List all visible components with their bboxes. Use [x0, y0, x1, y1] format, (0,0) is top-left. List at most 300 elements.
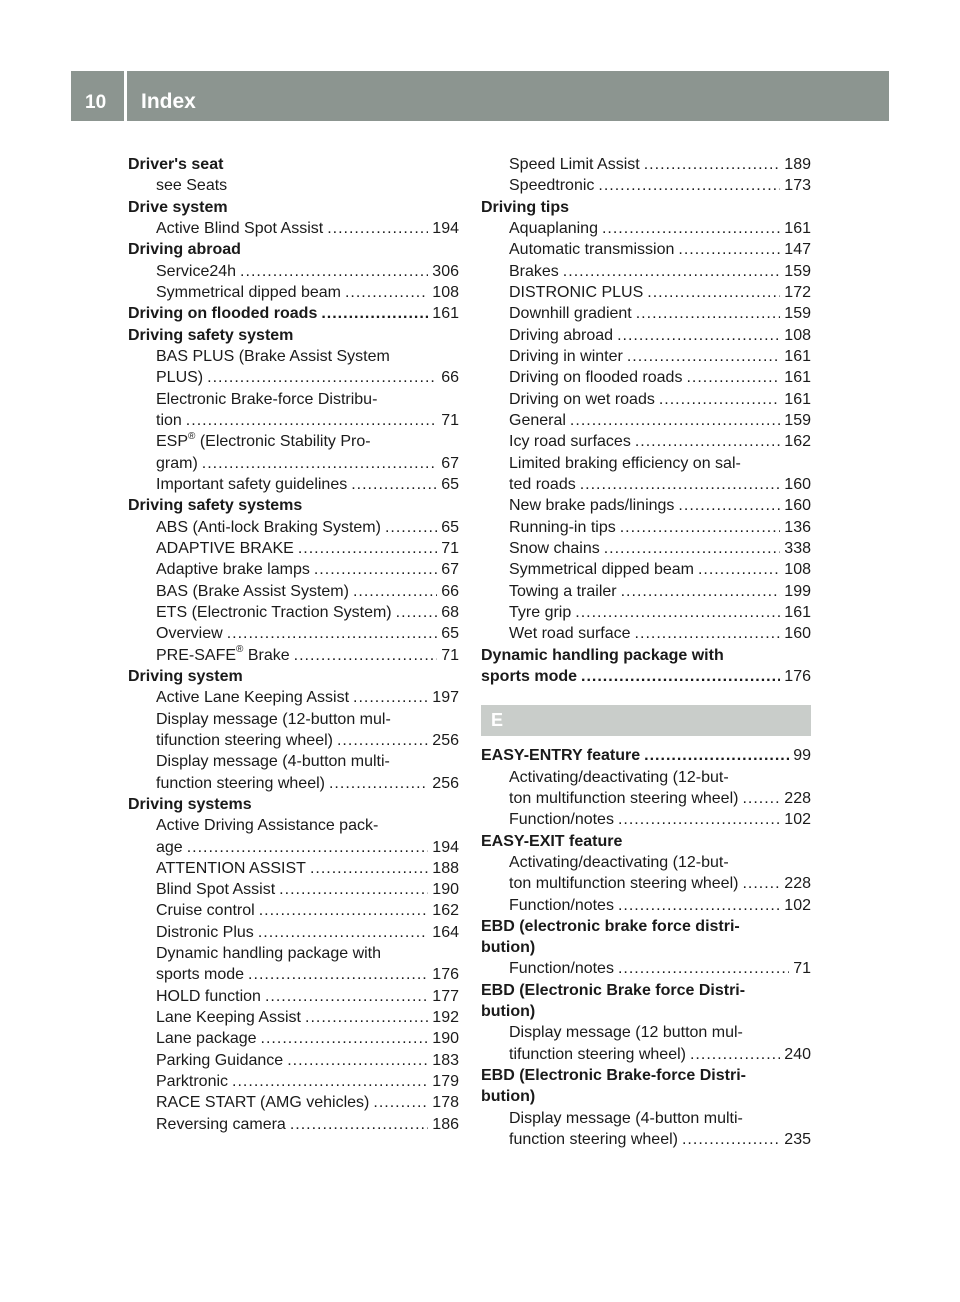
leader-dots	[620, 517, 781, 538]
index-heading	[481, 1065, 811, 1086]
index-subentry	[128, 218, 459, 239]
page-reference: 176	[432, 966, 459, 984]
entry-text: age	[156, 838, 183, 856]
index-section-letter: E	[481, 705, 811, 736]
leader-dots	[240, 261, 428, 282]
entry-text: Reversing camera	[156, 1115, 286, 1133]
entry-text: Lane Keeping Assist	[156, 1009, 301, 1027]
leader-dots	[232, 1071, 428, 1092]
leader-dots	[742, 788, 780, 809]
entry-text: Tyre grip	[509, 603, 572, 621]
entry-text: Activating/deactivating (12-but-	[509, 768, 729, 786]
entry-text: Driving tips	[481, 198, 570, 216]
entry-text: Function/notes	[509, 960, 614, 978]
index-subentry	[128, 687, 459, 708]
page-reference: 188	[432, 859, 459, 877]
entry-text: ESP® (Electronic Stability Pro-	[156, 430, 371, 451]
entry-text: Overview	[156, 625, 223, 643]
entry-text: General	[509, 411, 566, 429]
index-subentry	[481, 431, 811, 452]
entry-text: Display message (12-button mul-	[156, 710, 391, 728]
index-heading	[481, 745, 811, 766]
leader-dots	[329, 773, 428, 794]
index-heading	[481, 916, 811, 937]
leader-dots	[337, 730, 428, 751]
index-subentry	[481, 958, 811, 979]
entry-text: Adaptive brake lamps	[156, 561, 310, 579]
index-heading	[481, 645, 811, 666]
entry-text: function steering wheel)	[509, 1131, 678, 1149]
page-reference: 108	[432, 283, 459, 301]
index-subentry	[128, 858, 459, 879]
page-reference: 65	[441, 475, 459, 493]
entry-text: Symmetrical dipped beam	[509, 561, 694, 579]
index-subentry	[481, 218, 811, 239]
entry-text: Active Lane Keeping Assist	[156, 689, 350, 707]
index-subentry	[481, 410, 811, 431]
entry-text: Driving in winter	[509, 347, 623, 365]
entry-text: Distronic Plus	[156, 923, 254, 941]
entry-text: EBD (electronic brake force distri-	[481, 917, 740, 935]
leader-dots	[678, 239, 780, 260]
entry-text: tifunction steering wheel)	[509, 1045, 686, 1063]
index-subentry	[481, 239, 811, 260]
index-subentry	[128, 1050, 459, 1071]
index-subentry	[128, 431, 459, 452]
entry-text: Driving safety system	[128, 326, 294, 344]
entry-text: Parktronic	[156, 1073, 229, 1091]
leader-dots	[290, 1114, 428, 1135]
entry-text: EBD (Electronic Brake-force Distri-	[481, 1067, 746, 1085]
leader-dots	[298, 538, 437, 559]
entry-text: HOLD function	[156, 987, 261, 1005]
index-subentry	[481, 559, 811, 580]
index-subentry	[481, 852, 811, 873]
entry-text: Driving systems	[128, 795, 252, 813]
page-reference: 66	[441, 582, 459, 600]
index-heading	[481, 1001, 811, 1022]
leader-dots	[604, 538, 781, 559]
entry-text: sports mode	[481, 667, 578, 685]
leader-dots	[617, 325, 780, 346]
page-reference: 161	[432, 305, 459, 323]
page-reference: 189	[784, 156, 811, 173]
index-subentry	[128, 389, 459, 410]
entry-text: gram)	[156, 454, 198, 472]
index-subentry	[481, 538, 811, 559]
page-reference: 256	[432, 774, 459, 792]
leader-dots	[682, 1129, 780, 1150]
index-subentry	[128, 581, 459, 602]
index-subentry	[481, 1044, 811, 1065]
entry-text: Active Blind Spot Assist	[156, 219, 324, 237]
entry-text: Speed Limit Assist	[509, 156, 640, 173]
entry-text: ton multifunction steering wheel)	[509, 789, 739, 807]
index-heading	[128, 794, 459, 815]
index-subentry	[128, 964, 459, 985]
entry-text: Driving on flooded roads	[509, 369, 683, 387]
leader-dots	[659, 389, 780, 410]
page-reference: 71	[793, 960, 811, 978]
page-reference: 338	[784, 539, 811, 557]
entry-text: Driving on wet roads	[509, 390, 655, 408]
entry-text: Icy road surfaces	[509, 433, 631, 451]
index-subentry	[128, 1092, 459, 1113]
leader-dots	[353, 687, 428, 708]
index-subentry	[481, 1108, 811, 1129]
page-reference: 161	[784, 219, 811, 237]
index-subentry	[128, 282, 459, 303]
index-subentry	[481, 175, 811, 196]
entry-text: Parking Guidance	[156, 1051, 284, 1069]
index-heading	[128, 666, 459, 687]
page-reference: 67	[441, 561, 459, 579]
page-reference: 159	[784, 262, 811, 280]
page-reference: 256	[432, 731, 459, 749]
page-reference: 68	[441, 603, 459, 621]
index-subentry	[481, 346, 811, 367]
entry-text: ADAPTIVE BRAKE	[156, 539, 294, 557]
entry-text: ted roads	[509, 475, 576, 493]
index-heading	[128, 154, 459, 175]
index-heading	[481, 666, 811, 687]
entry-text: Cruise control	[156, 902, 255, 920]
leader-dots	[635, 431, 780, 452]
entry-text: ABS (Anti-lock Braking System)	[156, 518, 381, 536]
index-subentry	[128, 900, 459, 921]
index-subentry	[128, 1007, 459, 1028]
entry-text: Limited braking efficiency on sal-	[509, 454, 741, 472]
leader-dots	[598, 175, 780, 196]
page-reference: 179	[432, 1073, 459, 1091]
index-subentry	[128, 943, 459, 964]
index-subentry	[481, 154, 811, 175]
index-heading	[481, 1086, 811, 1107]
leader-dots	[305, 1007, 428, 1028]
index-subentry	[128, 773, 459, 794]
entry-text: sports mode	[156, 966, 245, 984]
entry-text: bution)	[481, 1003, 536, 1021]
leader-dots	[187, 837, 429, 858]
page-reference: 162	[432, 902, 459, 920]
index-subentry	[128, 1114, 459, 1135]
page-reference: 108	[784, 326, 811, 344]
index-subentry	[128, 261, 459, 282]
leader-dots	[279, 879, 428, 900]
entry-text: Driving system	[128, 667, 243, 685]
leader-dots	[621, 581, 781, 602]
entry-text: Lane package	[156, 1030, 257, 1048]
index-subentry	[128, 175, 459, 196]
page-reference: 65	[441, 625, 459, 643]
index-subentry	[128, 922, 459, 943]
entry-text: Brakes	[509, 262, 559, 280]
index-subentry	[481, 581, 811, 602]
page-reference: 66	[441, 369, 459, 387]
page-reference: 240	[784, 1045, 811, 1063]
page-reference: 177	[432, 987, 459, 1005]
index-subentry	[128, 346, 459, 367]
entry-text: Wet road surface	[509, 625, 631, 643]
header-divider	[124, 71, 127, 121]
entry-text: Electronic Brake-force Distribu-	[156, 390, 378, 408]
index-heading	[128, 197, 459, 218]
leader-dots	[351, 474, 437, 495]
page-reference: 102	[784, 811, 811, 829]
page-reference: 306	[432, 262, 459, 280]
leader-dots	[186, 410, 437, 431]
entry-text: ton multifunction steering wheel)	[509, 875, 739, 893]
entry-text: Important safety guidelines	[156, 475, 348, 493]
index-heading	[481, 980, 811, 1001]
page-reference: 161	[784, 369, 811, 387]
entry-text: Downhill gradient	[509, 305, 632, 323]
leader-dots	[287, 1050, 428, 1071]
entry-text: Activating/deactivating (12-but-	[509, 853, 729, 871]
leader-dots	[635, 623, 781, 644]
index-subentry	[128, 559, 459, 580]
index-subentry	[128, 1028, 459, 1049]
entry-text: Function/notes	[509, 896, 614, 914]
page-reference: 160	[784, 497, 811, 515]
leader-dots	[385, 517, 437, 538]
page-reference: 136	[784, 518, 811, 536]
index-subentry	[128, 986, 459, 1007]
leader-dots	[265, 986, 428, 1007]
entry-text: bution)	[481, 939, 536, 957]
page-reference: 197	[432, 689, 459, 707]
index-heading	[481, 831, 811, 852]
index-subentry	[481, 873, 811, 894]
page-reference: 161	[784, 603, 811, 621]
entry-text: Blind Spot Assist	[156, 881, 276, 899]
page-reference: 108	[784, 561, 811, 579]
index-subentry	[128, 453, 459, 474]
leader-dots	[202, 453, 437, 474]
page-reference: 71	[441, 411, 459, 429]
index-subentry	[128, 751, 459, 772]
leader-dots	[602, 218, 780, 239]
entry-text: RACE START (AMG vehicles)	[156, 1094, 370, 1112]
entry-text: Driving safety systems	[128, 497, 303, 515]
index-subentry	[128, 367, 459, 388]
index-column-left	[128, 154, 459, 1135]
leader-dots	[248, 964, 428, 985]
page-reference: 164	[432, 923, 459, 941]
leader-dots	[581, 666, 780, 687]
entry-text: New brake pads/linings	[509, 497, 675, 515]
page-reference: 172	[784, 283, 811, 301]
entry-text: function steering wheel)	[156, 774, 325, 792]
page-reference: 159	[784, 411, 811, 429]
page-reference: 71	[441, 539, 459, 557]
index-subentry	[128, 623, 459, 644]
entry-text: Automatic transmission	[509, 241, 675, 259]
index-subentry	[481, 367, 811, 388]
index-heading	[128, 325, 459, 346]
page-reference: 199	[784, 582, 811, 600]
entry-text: Display message (4-button multi-	[509, 1109, 743, 1127]
page-reference: 159	[784, 305, 811, 323]
leader-dots	[321, 303, 428, 324]
page-reference: 235	[784, 1131, 811, 1149]
page-reference: 102	[784, 896, 811, 914]
entry-text: BAS PLUS (Brake Assist System	[156, 347, 390, 365]
leader-dots	[227, 623, 438, 644]
index-subentry	[481, 261, 811, 282]
entry-text: Dynamic handling package with	[481, 646, 724, 664]
leader-dots	[353, 581, 437, 602]
index-subentry	[481, 1129, 811, 1150]
entry-text: Display message (12 button mul-	[509, 1024, 743, 1042]
index-subentry	[128, 815, 459, 836]
entry-text: Driving abroad	[509, 326, 614, 344]
page-reference: 194	[432, 219, 459, 237]
page-header-bar	[71, 71, 889, 121]
page-reference: 160	[784, 475, 811, 493]
leader-dots	[627, 346, 780, 367]
page-number: 10	[85, 92, 107, 113]
page-reference: 99	[793, 747, 811, 765]
leader-dots	[207, 367, 437, 388]
entry-text: tion	[156, 411, 182, 429]
entry-text: BAS (Brake Assist System)	[156, 582, 349, 600]
leader-dots	[618, 958, 789, 979]
page-reference: 71	[441, 646, 459, 664]
index-subentry	[481, 453, 811, 474]
leader-dots	[258, 922, 428, 943]
leader-dots	[575, 602, 780, 623]
entry-text: Dynamic handling package with	[156, 945, 382, 963]
entry-text: Service24h	[156, 262, 237, 280]
leader-dots	[314, 559, 437, 580]
leader-dots	[261, 1028, 429, 1049]
index-subentry	[128, 1071, 459, 1092]
entry-text: Aquaplaning	[509, 219, 598, 237]
page-reference: 176	[784, 667, 811, 685]
page-reference: 65	[441, 518, 459, 536]
index-subentry	[481, 389, 811, 410]
index-subentry	[481, 895, 811, 916]
leader-dots	[618, 895, 780, 916]
index-subentry	[481, 788, 811, 809]
page-reference: 228	[784, 875, 811, 893]
leader-dots	[742, 873, 780, 894]
leader-dots	[644, 745, 789, 766]
leader-dots	[345, 282, 428, 303]
entry-text: PRE-SAFE® Brake	[156, 644, 290, 664]
leader-dots	[570, 410, 780, 431]
index-subentry	[481, 767, 811, 788]
index-column-right	[481, 154, 811, 1150]
leader-dots	[690, 1044, 780, 1065]
entry-text: bution)	[481, 1088, 536, 1106]
index-subentry	[481, 325, 811, 346]
index-subentry	[481, 602, 811, 623]
index-subentry	[128, 879, 459, 900]
entry-text: Driver's seat	[128, 156, 224, 173]
index-subentry	[128, 709, 459, 730]
page-reference: 67	[441, 454, 459, 472]
page-reference: 160	[784, 625, 811, 643]
page-reference: 186	[432, 1115, 459, 1133]
entry-text: PLUS)	[156, 369, 204, 387]
index-subentry	[481, 623, 811, 644]
leader-dots	[678, 495, 780, 516]
leader-dots	[259, 900, 429, 921]
index-subentry	[128, 730, 459, 751]
index-heading	[128, 239, 459, 260]
leader-dots	[310, 858, 428, 879]
page-reference: 228	[784, 789, 811, 807]
entry-text: EASY-ENTRY feature	[481, 747, 641, 765]
index-subentry	[128, 837, 459, 858]
page-reference: 183	[432, 1051, 459, 1069]
leader-dots	[644, 154, 781, 175]
leader-dots	[373, 1092, 428, 1113]
index-subentry	[481, 1022, 811, 1043]
entry-text: Symmetrical dipped beam	[156, 283, 341, 301]
leader-dots	[327, 218, 428, 239]
entry-text: Function/notes	[509, 811, 614, 829]
page-reference: 161	[784, 347, 811, 365]
entry-text: DISTRONIC PLUS	[509, 283, 644, 301]
entry-text: Display message (4-button multi-	[156, 753, 390, 771]
page-reference: 161	[784, 390, 811, 408]
index-subentry	[128, 474, 459, 495]
entry-text: Snow chains	[509, 539, 600, 557]
entry-text: tifunction steering wheel)	[156, 731, 333, 749]
entry-text: ETS (Electronic Traction System)	[156, 603, 392, 621]
entry-text: Driving on flooded roads	[128, 305, 318, 323]
entry-text: Drive system	[128, 198, 228, 216]
index-subentry	[128, 517, 459, 538]
entry-text: ATTENTION ASSIST	[156, 859, 306, 877]
index-subentry	[128, 538, 459, 559]
index-subentry	[481, 809, 811, 830]
leader-dots	[580, 474, 781, 495]
index-subentry	[128, 602, 459, 623]
entry-text: EBD (Electronic Brake force Distri-	[481, 981, 746, 999]
index-subentry	[481, 517, 811, 538]
index-subentry	[481, 474, 811, 495]
leader-dots	[563, 261, 781, 282]
index-subentry	[481, 303, 811, 324]
entry-text: Active Driving Assistance pack-	[156, 817, 379, 835]
index-subentry	[481, 282, 811, 303]
page-reference: 190	[432, 881, 459, 899]
page-reference: 147	[784, 241, 811, 259]
page-reference: 162	[784, 433, 811, 451]
leader-dots	[686, 367, 780, 388]
index-subentry	[481, 495, 811, 516]
page-reference: 192	[432, 1009, 459, 1027]
page-reference: 194	[432, 838, 459, 856]
page-title: Index	[141, 90, 196, 113]
leader-dots	[698, 559, 780, 580]
index-heading	[128, 303, 459, 324]
index-subentry	[128, 410, 459, 431]
leader-dots	[647, 282, 780, 303]
leader-dots	[396, 602, 438, 623]
index-subentry	[128, 645, 459, 666]
entry-text: Towing a trailer	[509, 582, 617, 600]
entry-text: Running-in tips	[509, 518, 616, 536]
page-reference: 173	[784, 177, 811, 195]
index-heading	[128, 495, 459, 516]
index-heading	[481, 937, 811, 958]
index-heading	[481, 197, 811, 218]
